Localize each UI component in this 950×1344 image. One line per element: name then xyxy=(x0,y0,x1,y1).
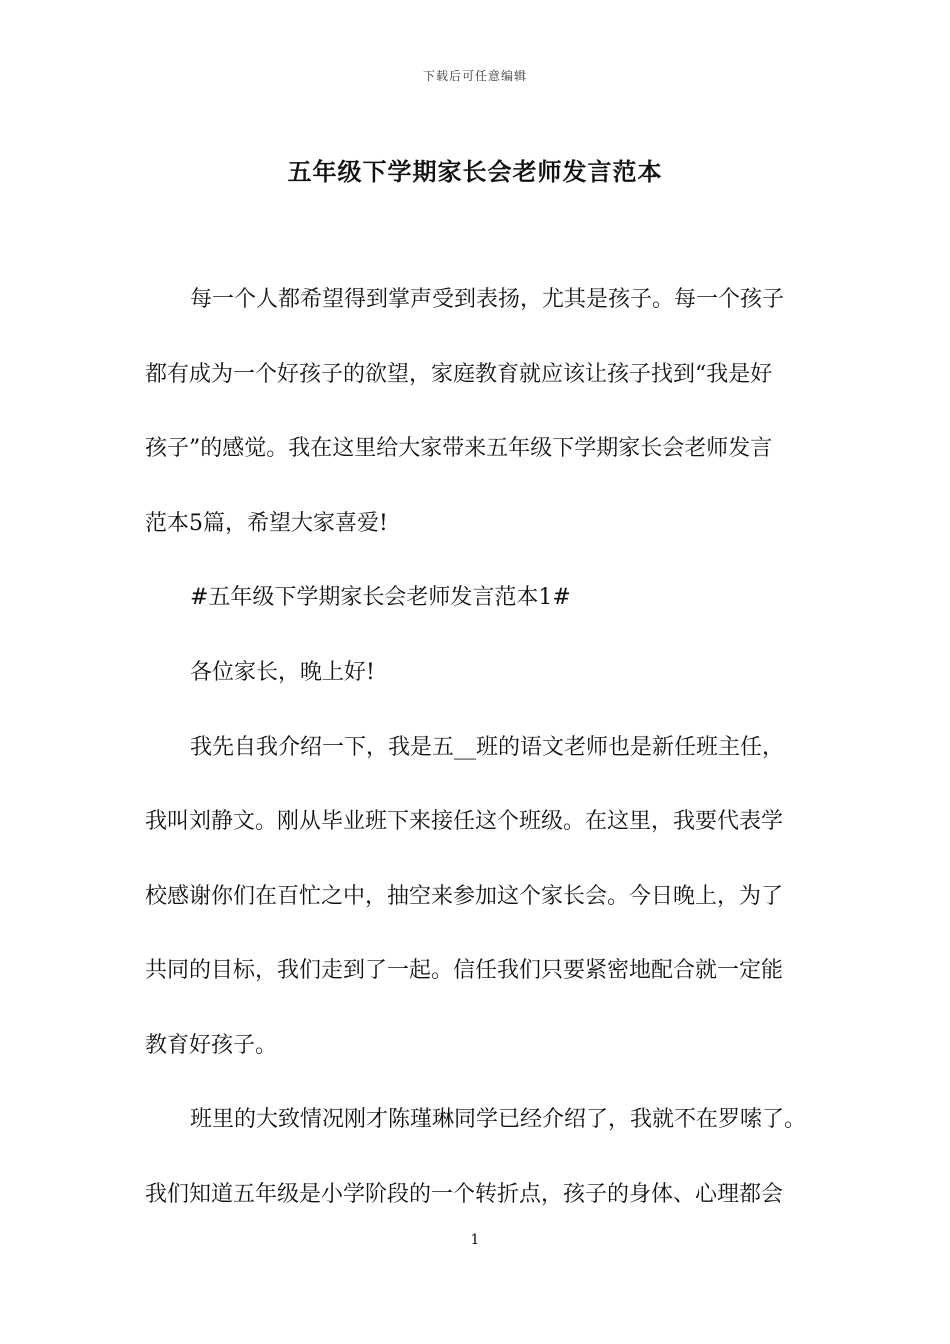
page-number: 1 xyxy=(470,1232,480,1248)
header-note: 下载后可任意编辑 xyxy=(422,69,527,83)
document-title: 五年级下学期家长会老师发言范本 xyxy=(287,157,663,186)
